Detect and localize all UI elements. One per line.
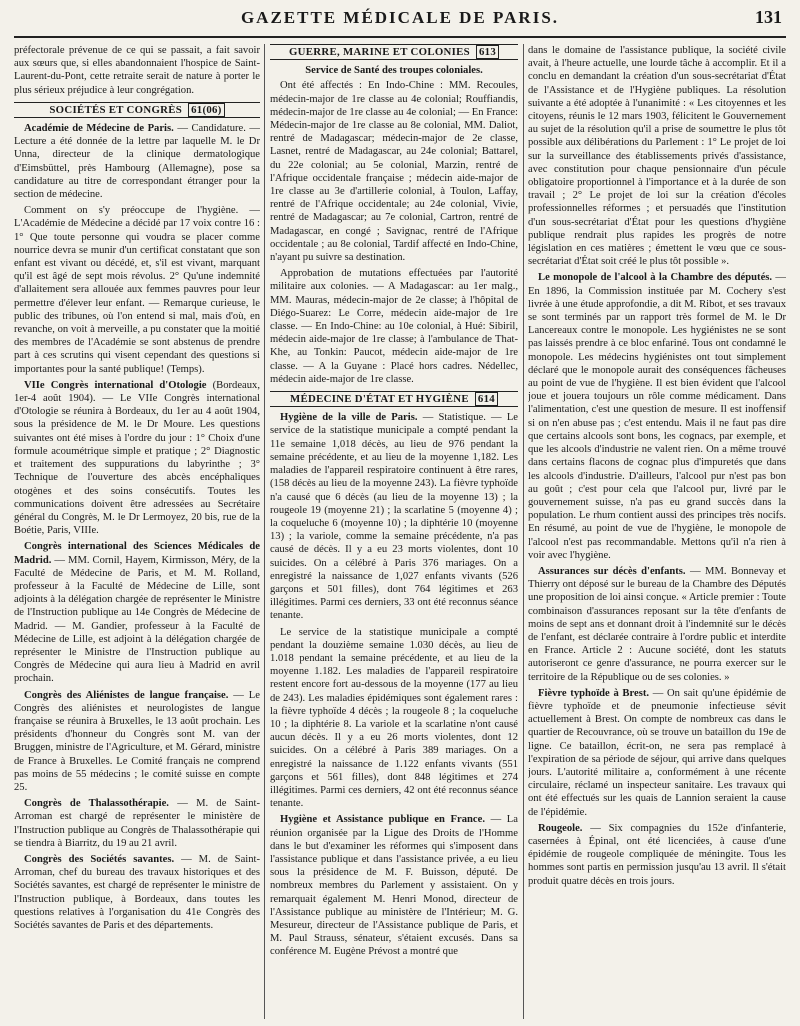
article-heading: Assurances sur décès d'enfants. [538,565,686,577]
section-heading-guerre [270,44,518,60]
section-title: GUERRE, MARINE ET COLONIES [288,46,470,58]
article-academie: Académie de Médecine de Paris. — Candidature. — Lecture a été donnée de la lettre par laquelle M. le Dr Unna, directeur de la clinique dermatologique d'Eimsbüttel, près Hambourg (Allemagne), pose sa candidature au titre de correspondant étranger pour la section de médecine. [14,123,260,201]
article-assistance: Hygiène et Assistance publique en France. — La réunion organisée par la Ligue des Droits de l'Homme dans le but d'examiner les réformes qui s'imposent dans l'assistance publique et dans l'assistance privée, a eu lieu sous la présidence de M. F. Buisson, député. De nombreux membres du Parlement y assistaient. On y remarquait également M. Henri Monod, directeur de l'Assistance publique au ministère de l'Intérieur; M. G. Mesureur, directeur de l'Assistance publique de Paris, et M. Paul Strauss, sénateur, s'étaient excusés. Dans sa conférence M. Eugène Prévost a montré que [270,814,518,958]
article-heading: Le monopole de l'alcool à la Chambre des députés. [538,272,773,284]
page-number: 131 [755,7,782,27]
intro-paragraph: préfectorale prévenue de ce qui se passait, a fait savoir aux sœurs que, si elles abandonnaient l'hospice de Saint-Laurent-du-Pont, cette retraite serait de nature à porter le plus sérieux préjudice à leur congrégation. [14,45,260,96]
article-assurances: Assurances sur décès d'enfants. — MM. Bonnevay et Thierry ont déposé sur le bureau de la Chambre des Députés une proposition de loi ainsi conçue. « Article premier : Toute combinaison d'assurances reposant sur la tête d'enfants de moins de sept ans et donnant droit à l'indemnité sur le décès de l'enfant, est déclarée contraire à l'ordre public et interdite en France. Article 2 : Aucune société, dont les statuts autoriseront ce genre d'assurance, ne pourra exercer sur le territoire de la République ou de ses colonies. » [528,565,786,683]
section-title: SOCIÉTÉS ET CONGRÈS [49,103,183,116]
column-2 [270,44,518,1019]
article-thalasso: Congrès de Thalassothérapie. — M. de Saint-Arroman est chargé de représenter le ministère de l'Instruction publique au Congrès de Thalassothérapie qui se tiendra à Biarritz, du 19 au 21 avril. [14,798,260,849]
article-heading: Rougeole. [538,822,583,834]
article-heading: Congrès des Aliénistes de langue française. [24,689,229,701]
article-savantes: Congrès des Sociétés savantes. — M. de Saint-Arroman, chef du bureau des travaux historiques et des Sociétés savantes, est chargé de représenter le ministre de l'Instruction publique, à Bordeaux, dans toutes les questions relatives à l'organisation du 41e Congrès des Sociétés savantes de Paris et des départements. [14,853,260,931]
article-heading: Hygiène et Assistance publique en France. [280,814,485,826]
article-hygiene-paris-2: Le service de la statistique municipale a compté pendant la douzième semaine 1.030 décès, au lieu de 1.018 pendant la semaine précédente, et au lieu de la moyenne 1.182. Les maladies de l'appareil respiratoire restent encore fort au-dessous de la moyenne (177 au lieu de 243). Les maladies épidémiques sont également rares : la fièvre typhoïde 4 décès ; la rougeole 8 ; la coqueluche 10 ; la diphtérie 8. La variole et la scarlatine n'ont causé aucun décès. Il y a eu 26 morts violentes, dont 12 suicides. On a célébré à Paris 389 mariages. On a enregistré la naissance de 1.122 enfants vivants (551 garçons et 561 filles), dont 848 légitimes et 274 illégitimes. Parmi ces derniers, 42 ont été reconnus séance tenante. [270,626,518,810]
article-rougeole: Rougeole. — Six compagnies du 152e d'infanterie, casernées à Épinal, ont été licenciées, à cause d'une épidémie de rougeole compliquée de méningite. Tous les hommes sont partis en permission jusqu'au 13 avril. Il s'était produit quatre décès en trois jours. [528,822,786,887]
page-header [14,6,786,38]
article-heading: Congrès de Thalassothérapie. [24,798,169,810]
column-3 [528,44,786,1019]
article-heading: Service de Santé des troupes coloniales. [305,65,483,77]
article-heading: Hygiène de la ville de Paris. [280,412,418,424]
article-sante: Ont été affectés : En Indo-Chine : MM. Recoules, médecin-major de 1re classe au 4e colonial; Rouffiandis, médecin-major de 1re classe au 4e colonial; — En France: Médecin-major de 1re classe au 8e colonial, MM. Daliot, rentré de Madagascar; médecin-major de 2e classe, Lasnet, rentré de Madagascar, au 24e colonial; Battarel, du 22e colonial; au 5e colonial, Marzin, rentré de l'Afrique occidentale française ; médecin aide-major de 1re classe au 3e d'artillerie colonial, à Toulon, Laffay, rentré de l'Afrique occidentale; au 24e colonial, Vivie, rentré de Madagascar; au 7e colonial, Cartron, rentré de Madagascar, en congé ; Savignac, rentré de l'Afrique occidentale ; au 8e colonial, Tardif affecté en Indo-Chine, n'ayant pu suivre sa destination. [270,80,518,264]
section-code: 614 [475,392,498,406]
article-heading: Fièvre typhoïde à Brest. [538,687,649,699]
article-assistance-continued: dans le domaine de l'assistance publique, la société civile avait, à l'heure actuelle, une lourde tâche à accomplir. Et il a conclu en demandant la création d'un sous-secrétariat d'État de l'Assistance et de l'Hygiène publiques. La résolution suivante a été adoptée à l'unanimité : « Les citoyennes et les citoyens, réunis le 12 mars 1903, félicitent le Gouvernement au sujet de la résolution qu'il a prise de soumettre le plus tôt possible aux délibérations du Parlement : 1° Le projet de loi sur la surveillance des établissements privés d'assistance, avec constitution pour chaque pensionnaire d'un pécule obligatoire proportionnel à l'importance et à la durée de son travail ; 2° Le projet de loi sur la création d'écoles professionnelles réformes ; et persuadés que l'institution d'un sous-secrétariat d'État pour les questions d'hygiène publique rendrait plus rapides les progrès de notre législation en ces matières ; émettent le vœu que ce sous-secrétariat d'État soit créé le plus tôt possible ». [528,45,786,268]
section-heading-medecine [270,391,518,407]
article-heading: Académie de Médecine de Paris. [24,123,174,135]
article-alienistes: Congrès des Aliénistes de langue française. — Le Congrès des aliénistes et neurologistes de langue française se réunira à Bruxelles, le 13 août prochain. Les présidents d'honneur du Congrès sont M. van der Bruggen, ministre de l'Agriculture, et M. Gérard, ministre de France à Bruxelles. Le Comité français ne comprend pas moins de 55 médecins ; le comité suisse en compte 25. [14,689,260,793]
article-otologie: VIIe Congrès international d'Otologie (Bordeaux, 1er-4 août 1904). — Le VIIe Congrès international d'Otologie se réunira à Bordeaux, du 1er au 4 août 1904, sous la présidence de M. le Dr Moure. Les questions suivantes ont été mises à l'ordre du jour : 1° Choix d'une formule acoumétrique simple et pratique ; 2° Diagnostic et traitement des suppurations du labyrinthe ; 3° Technique de l'ouverture des abcès encéphaliques otogènes et des soins consécutifs. Toutes les communications doivent être adressées au Secrétaire général du Congrès, M. le Dr Lermoyez, 20 bis, rue de la Boétie, Paris, VIIIe. [14,379,260,537]
column-divider [264,44,265,1019]
article-hygiene-paris: Hygiène de la ville de Paris. — Statistique. — Le service de la statistique municipale a compté pendant la 11e semaine 1,018 décès, au lieu de 976 pendant la semaine précédente, et au lieu de la moyenne 1,182. Les maladies de l'appareil respiratoire continuent à être rares, (158 décès au lieu de la moyenne 243). La fièvre typhoïde n'a causé que 6 décès (au lieu de la moyenne 13) ; la rougeole 19 (moyenne 21) ; la scarlatine 5 (moyenne 4) ; la coqueluche 6 (moyenne 10) ; la diphtérie 10 (moyenne 13) ; la variole, comme la semaine précédente, n'a pas causé de décès. Il y a eu 23 morts violentes, dont 10 suicides. On a célébré à Paris 376 mariages. On a enregistré la naissance de 1,027 enfants vivants (526 garçons et 501 filles), dont 764 légitimes et 263 illégitimes. Parmi ces derniers, 33 ont été reconnus séance tenante. [270,412,518,622]
article-madrid: Congrès international des Sciences Médicales de Madrid. — MM. Cornil, Hayem, Kirmisson, Méry, de la Faculté de Médecine de Paris, et M. M. Rolland, professeur à la Faculté de Médecine de Lille, sont adjoints à la délégation chargée de représenter le Ministre de l'Instruction publique au 14e Congrès de Médecine de Madrid. — M. Gandier, professeur à la Faculté de Médecine de Lille, est adjoint à la délégation chargée de représenter le Ministre de l'Instruction publique au Congrès de Médecine qui aura lieu à Madrid en avril prochain. [14,541,260,685]
article-mutations: Approbation de mutations effectuées par l'autorité militaire aux colonies. — A Madagascar: au 1er malg., MM. Mauras, médecin-major de 2e classe; à l'hôpital de Diégo-Suarez: Le Corre, médecin aide-major de 1re classe. — En Indo-Chine: au 10e colonial, à Hué: Sibiril, médecin aide-major de 1re classe; à l'ambulance de That-Khe, au Tonkin: Paucot, médecin aide-major de 1re classe. — A la Guyane : Placé hors cadres. Nédellec, médecin aide-major de 1re classe. [270,268,518,385]
section-heading-societes [14,102,260,118]
article-alcool: Le monopole de l'alcool à la Chambre des députés. — En 1896, la Commission instituée par M. Cochery s'est livrée à une étude approfondie, a dit M. Ribot, et ses travaux se sont terminés par un rapport très formel de M. le Dr Lancereaux contre le monopole. Les hygiénistes ne se sont pas laissés prendre à ce bloc enfariné. Tous ont condamné le monopole. Les médecins hygiénistes ont tout simplement déclaré que le monopole aurait des conséquences fâcheuses au point de vue de l'hygiène. Il est bien évident que l'alcool joue et jouera toujours un rôle comme médicament. Dans l'alimentation, c'est une question de mesure. Il est inoffensif si on n'en abuse pas ; c'est entendu. Mais il ne faut pas dire que certains alcools sont bons, les cognacs, par exemple, et que les alcools d'industrie ne valent rien. On a même trouvé dans certains flacons de cognac plus d'impuretés que dans les alcools d'industrie. D'ailleurs, l'alcool pur n'est pas bon au goût ; c'est pour cela que l'alcool pur, livré par le gouvernement suisse, n'a pas eu grand succès dans la population. Le rhum contient aussi des principes très nocifs. En résumé, au point de vue de l'hygiène, le monopole de l'alcool n'est pas recommandable. Mettons qu'il n'a rien à voir avec l'hygiène. [528,272,786,561]
article-brest: Fièvre typhoïde à Brest. — On sait qu'une épidémie de fièvre typhoïde et de pneumonie infectieuse sévit actuellement à Brest. On compte de nombreux cas dans le quartier de Recouvrance, où se trouve un bataillon du 19e de ligne. Ce bataillon, écrit-on, ne sera pas remplacé à l'expiration de sa période de séjour, qui arrive dans quelques jours. L'autorité militaire a, conformément à une récente circulaire, réclamé un inspecteur sanitaire. Les travaux qui ont été effectués sur les quais de Lannion seraient la cause de l'épidémie. [528,687,786,818]
article-hygiene-academie: Comment on s'y préoccupe de l'hygiène. — L'Académie de Médecine a décidé par 17 voix contre 16 : 1° Que toute personne qui voudra se placer comme nourrice devra se munir d'un certificat constatant que son enfant est vivant ou décédé, et, s'il est vivant, marquant qu'il est âgé de sept mois révolus. 2° Qu'une indemnité d'allaitement sera allouée aux femmes pauvres pour leur permettre d'élever leur enfant. — Remarque curieuse, le public des tribunes, où l'on entend si mal, mais d'où, en revanche, on voit à merveille, a pu constater que la moitié des membres de l'Académie se sont abstenus de prendre part à ces scrutins qui visent cependant des questions si importantes pour la santé publique! (Temps). [14,205,260,375]
section-title: MÉDECINE D'ÉTAT ET HYGIÈNE [290,393,469,406]
section-code: 61(06) [188,103,225,117]
article-heading: Congrès international des Sciences Médicales de Madrid. [14,541,260,566]
article-heading: Congrès des Sociétés savantes. [24,853,175,865]
article-heading: VIIe Congrès international d'Otologie [24,379,207,391]
section-code: 613 [476,45,499,59]
column-divider [523,44,524,1019]
journal-title: GAZETTE MÉDICALE DE PARIS. [240,8,560,27]
column-1 [14,44,260,1019]
